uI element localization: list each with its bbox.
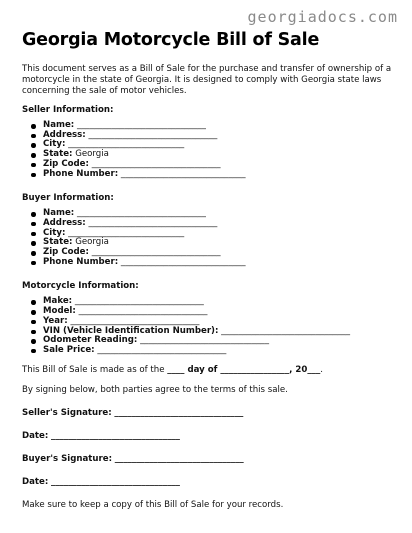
motorcycle-year-label: Year:: [43, 315, 68, 326]
motorcycle-model-line[interactable]: ______________________________: [78, 306, 208, 317]
motorcycle-price-line[interactable]: ______________________________: [97, 344, 227, 355]
made-as-of-prefix: This Bill of Sale is made as of the: [22, 364, 168, 375]
intro-paragraph: This document serves as a Bill of Sale for the purchase and transfer of ownership of a motorcycle in the state of Georgia. It is designed to comply with Georgia state laws concerning the sale of motor vehicles.: [22, 64, 392, 96]
seller-address-line[interactable]: ______________________________: [88, 129, 218, 140]
buyer-signature-row: [22, 454, 398, 465]
motorcycle-heading: Motorcycle Information:: [22, 281, 139, 292]
buyer-state-label: State:: [43, 237, 73, 248]
buyer-phone-item: [43, 258, 398, 268]
document: [22, 30, 398, 511]
buyer-phone-label: Phone Number:: [43, 256, 119, 267]
seller-city-line[interactable]: ___________________________: [68, 139, 185, 150]
seller-address-label: Address:: [43, 129, 86, 140]
seller-name-line[interactable]: ______________________________: [76, 120, 206, 130]
buyer-list: [22, 209, 398, 267]
made-as-of-suffix: .: [320, 364, 323, 375]
buyer-zip-line[interactable]: ______________________________: [91, 247, 221, 258]
motorcycle-model-label: Model:: [43, 306, 76, 317]
motorcycle-odometer-line[interactable]: ______________________________: [140, 335, 269, 346]
buyer-name-line[interactable]: ______________________________: [76, 208, 206, 219]
day-blank[interactable]: ____: [167, 364, 185, 375]
seller-list: [22, 121, 398, 179]
seller-name-label: Name:: [43, 120, 75, 130]
year-prefix: , 20: [289, 364, 308, 375]
seller-phone-item: [43, 170, 398, 180]
seller-state-label: State:: [43, 149, 73, 160]
seller-phone-label: Phone Number:: [43, 168, 119, 179]
buyer-signature-line[interactable]: ______________________________: [114, 453, 244, 464]
seller-date-label: Date:: [22, 430, 49, 441]
buyer-address-label: Address:: [43, 217, 86, 228]
seller-signature-row: [22, 408, 398, 419]
motorcycle-odometer-label: Odometer Reading:: [43, 335, 138, 346]
made-as-of-line: [22, 365, 398, 376]
seller-heading: Seller Information:: [22, 105, 114, 115]
day-of-text: day of: [184, 364, 221, 375]
motorcycle-make-line[interactable]: ______________________________: [74, 296, 204, 307]
motorcycle-make-label: Make:: [43, 296, 73, 307]
month-blank[interactable]: ________________: [220, 364, 290, 375]
agreement-text: By signing below, both parties agree to the terms of this sale.: [22, 384, 288, 395]
buyer-address-line[interactable]: ______________________________: [88, 217, 218, 228]
motorcycle-vin-label: VIN (Vehicle Identification Number):: [43, 325, 219, 336]
footer-note: Make sure to keep a copy of this Bill of Sale for your records.: [22, 499, 284, 510]
motorcycle-year-line[interactable]: ______________________________: [70, 315, 200, 326]
buyer-state-value: Georgia: [75, 237, 109, 248]
seller-zip-line[interactable]: ______________________________: [91, 158, 221, 169]
buyer-name-label: Name:: [43, 208, 75, 219]
seller-date-line[interactable]: ______________________________: [51, 430, 180, 441]
motorcycle-list: [22, 297, 398, 355]
site-watermark: georgiadocs.com: [247, 8, 398, 26]
buyer-date-row: [22, 477, 398, 488]
buyer-signature-label: Buyer's Signature:: [22, 453, 113, 464]
buyer-phone-line[interactable]: _____________________________: [120, 256, 246, 267]
motorcycle-vin-line[interactable]: ______________________________: [221, 325, 351, 336]
year-blank[interactable]: ___: [307, 364, 321, 375]
seller-state-value: Georgia: [75, 149, 109, 160]
seller-signature-label: Seller's Signature:: [22, 407, 112, 418]
seller-zip-label: Zip Code:: [43, 158, 89, 169]
document-title: Georgia Motorcycle Bill of Sale: [22, 30, 320, 50]
buyer-date-line[interactable]: ______________________________: [51, 476, 180, 487]
buyer-heading: Buyer Information:: [22, 193, 114, 204]
motorcycle-price-label: Sale Price:: [43, 344, 95, 355]
buyer-date-label: Date:: [22, 476, 49, 487]
seller-phone-line[interactable]: _____________________________: [120, 168, 246, 179]
seller-date-row: [22, 431, 398, 442]
buyer-city-line[interactable]: ___________________________: [68, 227, 185, 238]
seller-city-label: City:: [43, 139, 66, 150]
buyer-city-label: City:: [43, 227, 66, 238]
buyer-zip-label: Zip Code:: [43, 247, 89, 258]
seller-signature-line[interactable]: ______________________________: [114, 407, 244, 418]
motorcycle-price-item: [43, 346, 398, 356]
